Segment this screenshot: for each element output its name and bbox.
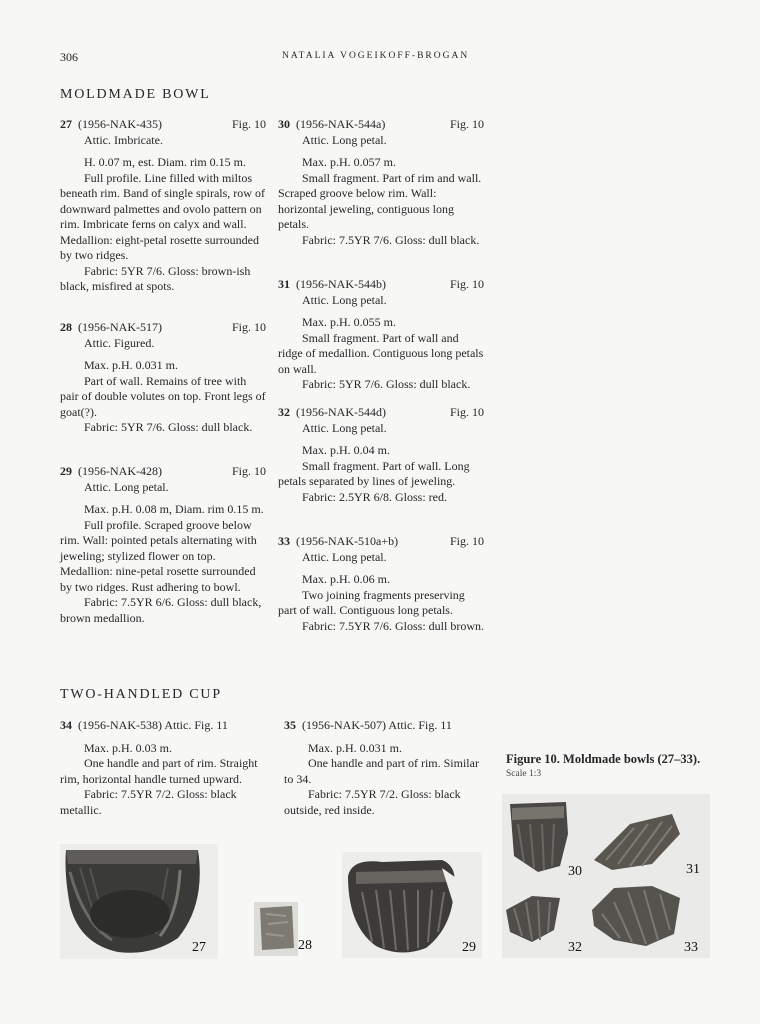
figure-reference: Fig. 10 (231, 117, 266, 131)
entry-dimensions: Max. p.H. 0.057 m. (302, 155, 396, 169)
entry-attribution: Attic. Long petal. (302, 132, 387, 147)
photo-label-29: 29 (462, 940, 476, 955)
entry-text: Small fragment. Part of rim and wall. Scraped groove below rim. Wall: horizontal jeweling, contiguous long petals. (278, 170, 482, 231)
entry-dimensions: Max. p.H. 0.031 m. (84, 358, 178, 372)
photo-bowl-27 (60, 844, 218, 959)
entry-fabric: Fabric: 7.5YR 7/6. Gloss: dull brown. (302, 618, 484, 633)
entry-text: Full profile. Line filled with miltos beneath rim. Band of single spirals, row of downward palmettes and ovolo pattern on rim. Imbricate ferns on calyx and wall. Medallion: eight-petal rosette surrounded by two ridges. (60, 170, 265, 262)
inventory-number: (1956-NAK-510a+b) (296, 534, 399, 548)
entry-fabric: Fabric: 5YR 7/6. Gloss: brown-ish black, misfired at spots. (60, 263, 251, 293)
catalog-entry-29 (60, 464, 266, 626)
entry-header (278, 117, 484, 133)
entry-dimensions: Max. p.H. 0.031 m. (308, 740, 402, 755)
catalog-entry-32 (278, 405, 484, 505)
figure-reference: Fig. 10 (449, 405, 484, 419)
entry-fabric: Fabric: 5YR 7/6. Gloss: dull black. (302, 377, 471, 391)
entry-fabric: Fabric: 7.5YR 7/2. Gloss: black metallic. (60, 787, 237, 817)
catalog-entry-28 (60, 320, 266, 436)
entry-attribution: Attic. Figured. (84, 335, 155, 350)
section-heading-two-handled-cup: TWO-HANDLED CUP (60, 687, 222, 702)
entry-header (278, 277, 484, 293)
entry-text: Small fragment. Part of wall. Long petals separated by lines of jeweling. (278, 458, 470, 488)
figure-reference: Fig. 11 (194, 718, 228, 732)
entry-description (278, 572, 484, 634)
entry-description (278, 443, 484, 505)
entry-number: 33 (278, 534, 290, 548)
figure-reference: Fig. 10 (449, 277, 484, 291)
entry-fabric: Fabric: 2.5YR 6/8. Gloss: red. (302, 489, 447, 504)
inventory-number: (1956-NAK-517) (78, 320, 162, 334)
inventory-number: (1956-NAK-435) (78, 117, 162, 131)
photo-label-33: 33 (684, 940, 698, 955)
figure-reference: Fig. 10 (449, 534, 484, 548)
catalog-entry-35 (284, 718, 490, 818)
entry-number: 32 (278, 405, 290, 419)
photo-bowl-29 (342, 852, 482, 958)
entry-description (60, 741, 266, 819)
entry-fabric: Fabric: 5YR 7/6. Gloss: dull black. (84, 420, 253, 434)
catalog-entry-33 (278, 534, 484, 634)
entry-dimensions: Max. p.H. 0.08 m, Diam. rim 0.15 m. (84, 502, 264, 516)
entry-attribution: Attic. Long petal. (302, 420, 387, 435)
entry-fabric: Fabric: 7.5YR 7/6. Gloss: dull black. (302, 232, 480, 247)
entry-description (284, 741, 490, 819)
figure-reference: Fig. 11 (418, 718, 452, 732)
photo-label-31: 31 (686, 862, 700, 877)
inventory-number: (1956-NAK-428) (78, 464, 162, 478)
entry-number: 31 (278, 277, 290, 291)
entry-number: 30 (278, 117, 290, 131)
photo-fragment-28 (252, 900, 320, 958)
entry-description (60, 358, 266, 436)
entry-number: 27 (60, 117, 72, 131)
entry-header (60, 117, 266, 133)
entry-dimensions: Max. p.H. 0.06 m. (302, 572, 390, 586)
entry-text: Full profile. Scraped groove below rim. Wall: pointed petals alternating with jeweling; stylized flower on top. Medallion: nine-petal rosette surrounded by two ridges. Rust adhering to bowl. (60, 517, 257, 594)
entry-number: 28 (60, 320, 72, 334)
photo-fragments-30-33 (502, 794, 710, 958)
entry-header (60, 464, 266, 480)
entry-description (278, 315, 484, 393)
running-head-author: NATALIA VOGEIKOFF-BROGAN (282, 51, 470, 61)
entry-description (278, 155, 484, 248)
entry-attribution: Attic. Imbricate. (84, 132, 163, 147)
figure-reference: Fig. 10 (231, 464, 266, 478)
catalog-entry-34 (60, 718, 266, 818)
figure-reference: Fig. 10 (449, 117, 484, 131)
photo-label-32: 32 (568, 940, 582, 955)
entry-header (284, 718, 490, 734)
entry-description (60, 502, 266, 626)
figure-caption (506, 752, 716, 779)
entry-attribution: Attic. Long petal. (302, 292, 387, 307)
entry-number: 35 (284, 718, 296, 732)
figure-scale: Scale 1:3 (506, 769, 542, 779)
running-head (60, 50, 700, 66)
inventory-number: (1956-NAK-544b) (296, 277, 386, 291)
photo-label-30: 30 (568, 864, 582, 879)
entry-text: Small fragment. Part of wall and ridge of medallion. Contiguous long petals on wall. (278, 330, 484, 376)
entry-text: Two joining fragments preserving part of wall. Contiguous long petals. (278, 587, 465, 617)
catalog-entry-30 (278, 117, 484, 248)
entry-fabric: Fabric: 7.5YR 6/6. Gloss: dull black, brown medallion. (60, 595, 262, 625)
figure-caption-title: Figure 10. Moldmade bowls (27–33). (506, 752, 701, 766)
page-number: 306 (60, 50, 78, 64)
entry-header (278, 405, 484, 421)
entry-fabric: Fabric: 7.5YR 7/2. Gloss: black outside, red inside. (284, 787, 461, 817)
entry-description (60, 155, 266, 295)
catalog-entry-27 (60, 117, 266, 295)
entry-header (60, 718, 266, 734)
inventory-number: (1956-NAK-544d) (296, 405, 386, 419)
section-heading-moldmade-bowl: MOLDMADE BOWL (60, 87, 211, 102)
entry-dimensions: Max. p.H. 0.03 m. (84, 740, 172, 755)
figure-reference: Fig. 10 (231, 320, 266, 334)
entry-text: One handle and part of rim. Straight rim, horizontal handle turned upward. (60, 756, 258, 786)
entry-number: 29 (60, 464, 72, 478)
entry-text: Part of wall. Remains of tree with pair of double volutes on top. Front legs of goat(?). (60, 373, 266, 419)
entry-text: One handle and part of rim. Similar to 34. (284, 756, 479, 786)
entry-attribution: Attic. Long petal. (302, 549, 387, 564)
entry-attribution: Attic. Long petal. (84, 479, 169, 494)
entry-header (60, 320, 266, 336)
catalog-entry-31 (278, 277, 484, 393)
entry-header (278, 534, 484, 550)
inventory-number: (1956-NAK-544a) (296, 117, 386, 131)
photo-label-28: 28 (298, 938, 312, 953)
entry-dimensions: Max. p.H. 0.055 m. (302, 315, 396, 329)
inventory-number: (1956-NAK-538) Attic. (78, 718, 192, 732)
entry-dimensions: Max. p.H. 0.04 m. (302, 443, 390, 457)
photo-label-27: 27 (192, 940, 206, 955)
inventory-number: (1956-NAK-507) Attic. (302, 718, 416, 732)
entry-dimensions: H. 0.07 m, est. Diam. rim 0.15 m. (84, 155, 246, 169)
entry-number: 34 (60, 718, 72, 732)
